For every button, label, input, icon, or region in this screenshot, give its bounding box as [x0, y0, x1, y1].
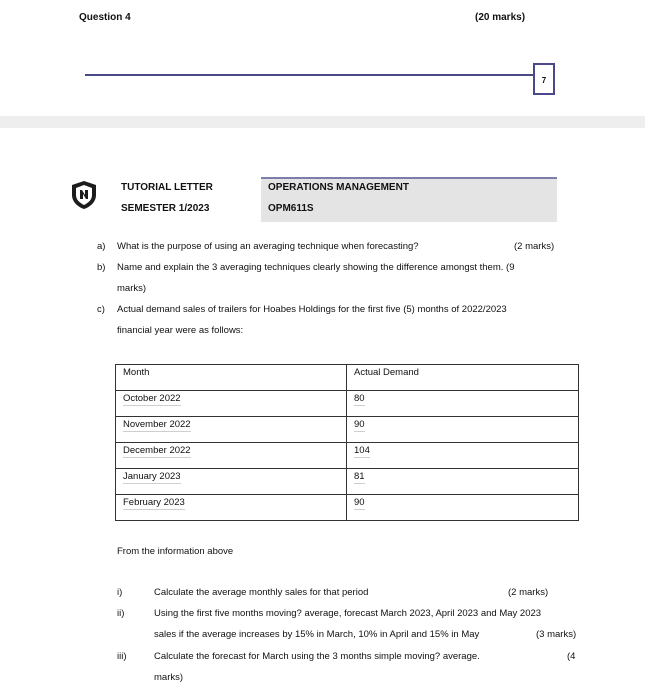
question-label: Question 4 [79, 12, 131, 23]
table-cell [116, 495, 347, 521]
table-row [116, 443, 579, 469]
header-course-name: OPERATIONS MANAGEMENT [268, 182, 409, 193]
table-cell [347, 495, 579, 521]
footer-rule [85, 74, 534, 76]
question-b-text: Name and explain the 3 averaging techniques clearly showing the difference amongst them. (9 [117, 262, 515, 273]
month-cell: February 2023 [123, 497, 185, 508]
demand-cell: 80 [354, 393, 365, 404]
university-shield-icon [70, 180, 98, 210]
month-cell: December 2022 [123, 445, 191, 456]
subquestion-iii-label: iii) [117, 651, 127, 662]
demand-cell: 104 [354, 445, 370, 456]
table-cell [347, 417, 579, 443]
month-cell: November 2022 [123, 419, 191, 430]
demand-cell: 90 [354, 497, 365, 508]
header-semester: SEMESTER 1/2023 [121, 203, 210, 214]
header-tutorial-letter: TUTORIAL LETTER [121, 182, 213, 193]
from-info-text: From the information above [117, 546, 234, 557]
demand-table [115, 364, 579, 521]
table-cell [347, 391, 579, 417]
subquestion-i-label: i) [117, 587, 123, 598]
table-header-cell [116, 365, 347, 391]
table-header-row [116, 365, 579, 391]
question-c-label: c) [97, 304, 105, 315]
table-row [116, 391, 579, 417]
table-row [116, 469, 579, 495]
subquestion-iii-text-cont: marks) [154, 672, 184, 683]
header-actual-demand: Actual Demand [354, 367, 419, 378]
question-b-text-cont: marks) [117, 283, 147, 294]
previous-page [0, 0, 645, 116]
subquestion-ii-text: Using the first five months moving? average, forecast March 2023, April 2023 and May 2023 [154, 608, 542, 619]
question-a-text: What is the purpose of using an averaging technique when forecasting? [117, 241, 419, 252]
subquestion-ii-text-cont: sales if the average increases by 15% in March, 10% in April and 15% in May [154, 629, 480, 640]
table-header-cell [347, 365, 579, 391]
subquestion-iii-text: Calculate the forecast for March using the 3 months simple moving? average. [154, 651, 480, 662]
table-cell [116, 469, 347, 495]
subquestion-ii-label: ii) [117, 608, 125, 619]
subquestion-i-marks: (2 marks) [508, 587, 549, 598]
page-number: 7 [533, 63, 555, 95]
question-c-text-cont: financial year were as follows: [117, 325, 244, 336]
header-course-box [261, 177, 557, 222]
table-row [116, 495, 579, 521]
table-cell [116, 417, 347, 443]
question-a-label: a) [97, 241, 106, 252]
subquestion-iii-marks: (4 [567, 651, 576, 662]
table-row [116, 417, 579, 443]
month-cell: October 2022 [123, 393, 181, 404]
question-marks: (20 marks) [475, 12, 526, 23]
header-course-code: OPM611S [268, 203, 314, 214]
subquestion-i-text: Calculate the average monthly sales for that period [154, 587, 369, 598]
table-cell [347, 443, 579, 469]
subquestion-ii-marks: (3 marks) [536, 629, 577, 640]
month-cell: January 2023 [123, 471, 181, 482]
question-b-label: b) [97, 262, 106, 273]
table-cell [116, 443, 347, 469]
demand-cell: 81 [354, 471, 365, 482]
table-cell [347, 469, 579, 495]
demand-cell: 90 [354, 419, 365, 430]
question-c-text: Actual demand sales of trailers for Hoabes Holdings for the first five (5) months of 2022/2023 [117, 304, 507, 315]
table-cell [116, 391, 347, 417]
question-a-marks: (2 marks) [514, 241, 555, 252]
header-month: Month [123, 367, 150, 378]
